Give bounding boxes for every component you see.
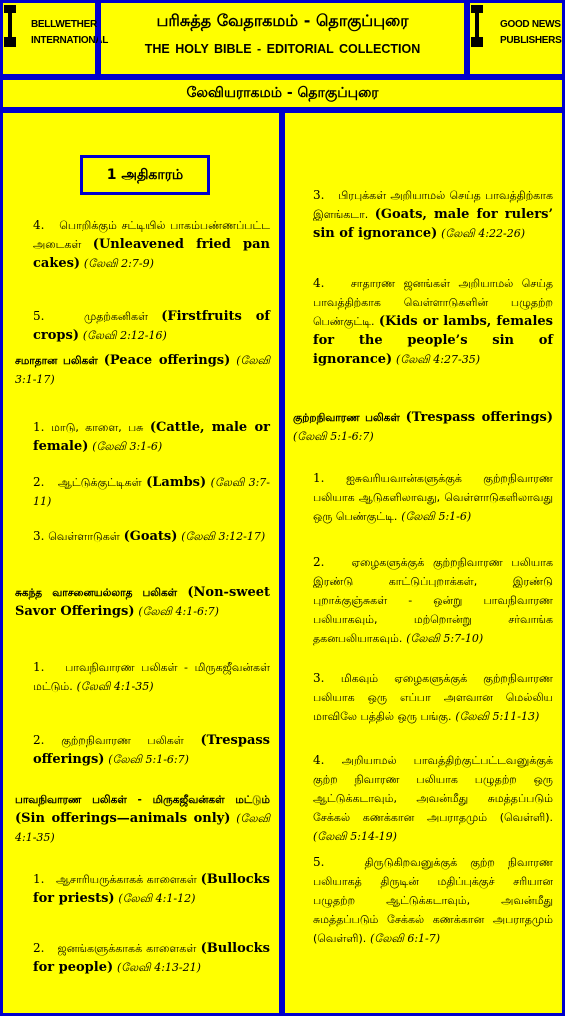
list-item: 4. அறியாமல் பாவத்திற்குட்பட்டவனுக்குக் குற்ற நிவாரண பலியாக பழுதற்ற ஒரு ஆட்டுக்கடாவும், அவன்மீது சுமத்தப்படும் சேக்கல் கணக்கான அபராதமும் (வெள்ளி). (லேவி 5:14-19) <box>313 753 553 843</box>
section-heading: பாவநிவாரண பலிகள் - மிருகஜீவன்கள் மட்டும் (Sin offerings—animals only) (லேவி 4:1-35) <box>15 794 270 844</box>
list-item: 3. வெள்ளாடுகள் (Goats) (லேவி 3:12-17) <box>33 529 266 544</box>
bible-stand-icon <box>3 3 17 49</box>
bible-stand-icon <box>470 3 484 49</box>
right-column <box>282 110 565 1016</box>
list-item: 1. பாவநிவாரண பலிகள் - மிருகஜீவன்கள் மட்டும். (லேவி 4:1-35) <box>33 660 270 693</box>
section-heading: சமாதான பலிகள் (Peace offerings) (லேவி 3:1-17) <box>15 353 270 386</box>
list-item: 4. சாதாரண ஜனங்கள் அறியாமல் செய்த பாவத்திற்காக வெள்ளாடுகளின் பழுதற்ற பெண்குட்டி. (Kids or lambs, females for the people’s sin of ignorance) (லேவி 4:27-35) <box>313 276 553 367</box>
list-item: 2. ஆட்டுக்குட்டிகள் (Lambs) (லேவி 3:7-11) <box>33 475 270 508</box>
section-title: லேவியராகமம் - தொகுப்புரை <box>186 85 379 101</box>
list-item: 1. ஐசுவரியவான்களுக்குக் குற்றநிவாரண பலியாக ஆடுகளிலாவது, வெள்ளாடுகளிலாவது ஒரு பெண்குட்டி. (லேவி 5:1-6) <box>313 471 553 523</box>
bellwether-logo-text <box>31 17 108 49</box>
list-item: 2. ஜனங்களுக்காகக் காளைகள் (Bullocks for people) (லேவி 4:13-21) <box>33 941 270 975</box>
left-column <box>0 110 282 1016</box>
title-tamil: பரிசுத்த வேதாகமம் - தொகுப்புரை <box>156 11 409 30</box>
good-news-logo-panel <box>467 0 565 77</box>
list-item: 1. ஆசாரியருக்காகக் காளைகள் (Bullocks for priests) (லேவி 4:1-12) <box>33 872 270 906</box>
section-heading: குற்றநிவாரண பலிகள் (Trespass offerings) (லேவி 5:1-6:7) <box>293 410 554 443</box>
bellwether-logo-panel <box>0 0 109 77</box>
list-item: 2. ஏழைகளுக்குக் குற்றநிவாரண பலியாக இரண்டு காட்டுப்புறாக்கள், இரண்டு புறாக்குஞ்சுகள் - ஒன்று பாவநிவாரண பலியாகவும், மற்றொன்று சர்வாங்க தகனபலியாகவும். (லேவி 5:7-10) <box>313 555 553 645</box>
list-item: 4. பொறிக்கும் சட்டியில் பாகம்பண்ணப்பட்ட அடைகள் (Unleavened fried pan cakes) (லேவி 2:7-9) <box>33 218 270 271</box>
section-title-bar <box>0 77 565 110</box>
list-item: 5. திருடுகிறவனுக்குக் குற்ற நிவாரண பலியாகத் திருடின் மதிப்புக்குச் சரியான பழுதற்ற ஆட்டுக்கடாவும், அவன்மீது சுமத்தப்படும் சேக்கல் கணக்கான அபராதமும் (வெள்ளி). (லேவி 6:1-7) <box>313 855 553 945</box>
logo-line-1: GOOD NEWS <box>500 19 561 30</box>
list-item: 5. முதற்கனிகள் (Firstfruits of crops) (லேவி 2:12-16) <box>33 309 270 343</box>
title-english: THE HOLY BIBLE - EDITORIAL COLLECTION <box>144 42 421 56</box>
list-item: 3. மிகவும் ஏழைகளுக்குக் குற்றநிவாரண பலியாக ஒரு எப்பா அளவான மெல்லிய மாவிலே பத்தில் ஒரு பங்கு. (லேவி 5:11-13) <box>313 671 553 723</box>
header-title-panel <box>98 0 467 77</box>
logo-line-2: PUBLISHERS <box>500 35 562 46</box>
chapter-label: 1 அதிகாரம் <box>80 155 210 195</box>
good-news-logo-text <box>500 17 561 49</box>
logo-line-2: INTERNATIONAL <box>31 35 109 46</box>
list-item: 2. குற்றநிவாரண பலிகள் (Trespass offerings) (லேவி 5:1-6:7) <box>33 733 270 767</box>
logo-line-1: BELLWETHER <box>31 19 97 30</box>
list-item: 1. மாடு, காளை, பசு (Cattle, male or female) (லேவி 3:1-6) <box>33 420 270 454</box>
section-heading: சுகந்த வாசனையல்லாத பலிகள் (Non-sweet Savor Offerings) (லேவி 4:1-6:7) <box>15 585 270 619</box>
list-item: 3. பிரபுக்கள் அறியாமல் செய்த பாவத்திற்காக இளங்கடா. (Goats, male for rulers’ sin of ignorance) (லேவி 4:22-26) <box>313 188 553 241</box>
